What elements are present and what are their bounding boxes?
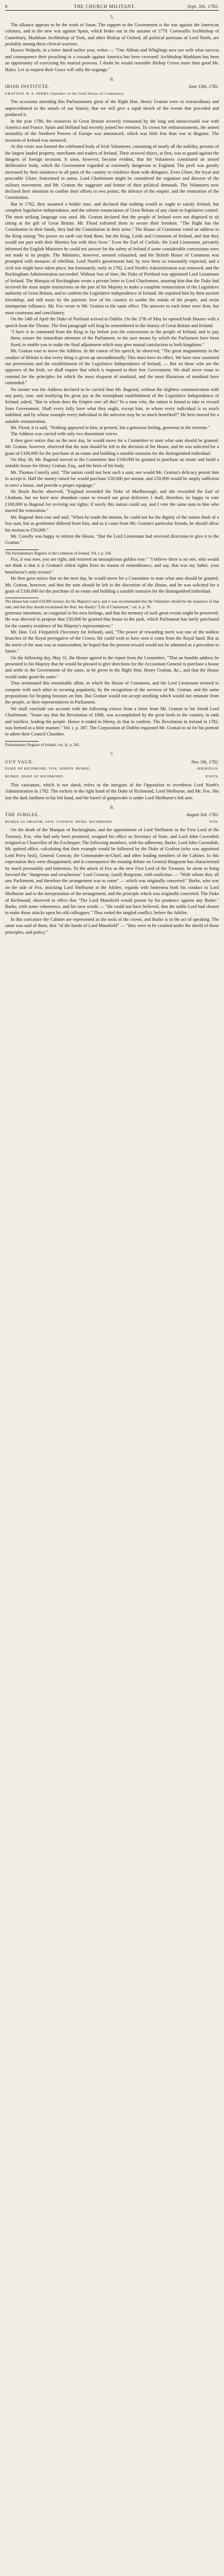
paragraph: generous intentions, so congenial to his own feelings, and that the memory of such great events might be preserved. He was directed to propose that £50,000 be granted that house in the park, which Parliament has lately purchased for the country residence of his Majesty's representatives." [5,610,219,628]
paragraph: Mr. Thomas Conolly said, "The nation could not bear such a sum; nor would Mr. Grattan's delicacy permit him to accept it. Half the money raised for would purchase £50,000 per annum, and £50,000 would be amply sufficient to erect a house, and provide a proper equipage." [5,469,219,488]
paragraph: Mr. Conolly was happy to inform the House, "that the Lord Lieutenant had received directions to give it to the Grattan." [5,533,219,546]
section-date: June 13th, 1782. [188,84,219,90]
paragraph: Thus terminated this remarkable affair, in which the House of Commons, and the Lord Lieutenant seemed to compete with each other in securing popularity, by the recognition of the services of Mr. Grattan, and the same propositions for heaping honours on him. But Grattan would not accept anything which would not emanate from the people, or their representatives in Parliament. [5,681,219,705]
section-number: 7. [110,751,114,757]
footnote-text: The House had voted £50,000 moneys for his Majesty's navy, and it was recommended that the Volunteers should be the treasurers of that sum, and that they should recommend the fleet. See Hardy's "Life of Charlemont," vol. ii. p. 78. [5,600,219,609]
section-number: 6. [110,76,114,82]
section-title: THE JUBILEE. [5,812,40,818]
characters-right: FOX. [209,819,219,824]
characters-left: BURKE. DUKE OF RICHMOND. [5,775,64,779]
section-8 [5,804,219,935]
running-date: Sept. 5th, 1782. [187,3,219,9]
paragraph: On the 14th of April the Duke of Portland arrived in Dublin. On the 27th of May he opened both Houses with a speech from the Throne. The first paragraph will long be remembered in the history of Great Britain and Ireland: [5,316,219,328]
characters-left: GRATTAN. R. S. PERRY (Speaker of the Irish House of Commons). [5,91,125,96]
paragraph: But in 1782, they assumed a bolder tone, and declared that nothing would or ought to satisfy Ireland, but complete legislative independence, and the solemn renunciation of Great Britain of any claim to legislative control. The most striking language was used. Mr. Grattan declared that the people of Ireland were not disposed to sit sitting at the gift of Great Britain. Mr. Flood exhorted them to secure their freedom. "The Right has the Constitution in their hands, they had the Constitution in their arms." The House of Commons voted an address to the King stating "No power on earth can bind them, but the King, Lords and Commons of Ireland, and that they would not part with their liberties but with their lives." Even the Earl of Carlisle, the Lord Lieutenant, privately informed the English Ministers he could not answer for the safety of Ireland if some considerable concessions were not made to its people. The Ministers, however, seemed exhausted, and the British House of Commons was prompted with menaces of rebellion. Lord North's government had, by now been so reasonably expected, and a civil war might have taken place, but fortunately, early in 1782, Lord North's Administration was removed, and the Rockingham Administration succeeded. Without loss of time, the Duke of Portland was appointed Lord Lieutenant of Ireland. The Marquis of Rockingham wrote a private letter to Lord Charlemont, assuring him that the Duke had received the most ample instructions on the part of his Majesty to make a complete renunciation of the Legislative authority of Great Britain, and to confirm the Legislative independence of Ireland. He enjoined him by their ancient friendship, and still more by the patriotic love of his country to soothe the minds of the people, and resist intemperate influence. Mr. Fox wrote to Mr. Grattan to the same effect. The answers to each letter were firm, but most courteous and conciliatory. [5,201,219,315]
paragraph: It then gave notice that on the next day, he would move for a Committee to state what sum should be granted. Mr. Grattan, however, observed that the sum should be left to the decision of the House, and he was solicited for a grant of £100,000 for the purchase of an estate and building a suitable mansion for the distinguished individual. [5,437,219,456]
paragraph: He then gave notice that on the next day, he would move for a Committee to state what sum should be granted. Mr. Grattan, however, and that the sum should be left to the discretion of the House, and he was solicited for a grant of £100,000 for the purchase of an estate and building a suitable mansion for the distinguished individual. [5,576,219,594]
characters-right: SHERIDAN. [197,766,219,771]
section-7 [5,751,219,801]
section-characters [5,91,219,97]
paragraph: Mr. Grattan rose to move the Address. In the course of his speech, he observed, "The great magnanimity in the conduct of Britain is that every thing is given up unconditionally. This must have its effect. We have now sustained our pretensions and the establishment of the Legislative Independence of Ireland, — But on those who are the opposers of the Irish, we shall require that which is imposed to their free Government. We shall never cease to contend for the principles for which the most eloquent of mankind, and the most illustrious of mankind have contended." [5,348,219,386]
section-title-row [5,812,219,818]
paragraph: In the year 1780, the resources of Great Britain severely exhausted by the long and unsuccessful war with America and France. Spain and Holland had recently joined her enemies. To crown her embarrassments, the armed neutrality of the Northern Powers of Europe was announced, which was little less than war in disguise. The invasion of Ireland was menaced. [5,118,219,143]
footnote [5,739,219,748]
footnote-text: The Parliamentary Register of the Commons of Ireland, Vol. I. p. 334. [5,551,112,556]
section-characters-row2 [5,774,219,780]
section-5 [5,14,219,73]
footnote [5,595,219,609]
paragraph: No sooner was the Address declared to be carried than Mr. Bagenal, without the slightest communication with any party, rose, and testifying his great joy at the triumphant establishment of the Legislative Independence of Ireland, asked, "But to whom does the Empire owe all this? To a man who, the nation is bound to take to reward from Government. Shall every fully have what they ought, except him, to whom every individual is so much indebted, and by whose example every individual in the universe may be so much benefited?" He here moved for a suitable remuneration. [5,386,219,424]
footnote-text: Parliamentary Register of Ireland, vol. iii. p. 345. [5,743,81,747]
paragraph: The Address was carried with only two dissentient voices. [11,431,118,437]
paragraph: At this crisis was formed the celebrated body of Irish Volunteers, consisting of nearly all the nobility, persons of the largest landed property, merchants and traders of Ireland. Their avowed object, at first, was to guard against the dangers of foreign invasion. It soon, however, became evident, that the Volunteers constituted an armed deliberative body, which the Government regarded as extremely dangerous to England. The peril was greatly increased by their insistence in all parts of the country to reinforce them with delegates. Even Ulster, the loyal and peaceable Ulster, fraternised in union. Lord Charlemont might be considered the organiser and director of the military movement, and Mr. Grattan the suggester and framer of their political demands. The Volunteers now declared their intention to confine their efforts to two points; the defence of the empire, and the restoration of the Constitution. [5,144,219,201]
section-title-row [5,83,219,90]
section-number: 8. [110,804,114,810]
characters-left: BURKE AS ORATOR. GEN. CONWAY. DUKE. RICHMOND. [5,819,113,824]
running-head [5,3,219,11]
characters-left: DUKE OF RICHMOND. FOX. NORTH. BURKE. [5,766,91,771]
characters-right: EXITS. [206,775,219,779]
footnote [5,547,219,556]
page-number: 6 [5,3,8,9]
section-title-row [5,759,219,765]
section-number: 5. [110,14,114,20]
footnote-rule [5,549,39,550]
paragraph: The occasions attending this Parliamentary great of the Right Hon. Henry Grattan were so extraordinary and unprecedented in the annals of our history, that we will give a rapid sketch of the events that preceded and produced it. [5,99,219,118]
section-characters [5,766,219,772]
paragraph: Mr. Hon. Col. Fitzpatrick (Secretary for Ireland), said, "The power of rewarding merit was one of the noblest branches of the Royal prerogative of the Crown. He could wish to have seen it come from the Royal hand. But as the merit of the man was so transcendent, he hoped that the present reward would not be admitted as a precedent in future." [5,629,219,654]
paragraph: Fox, it was now, you are right, and restored an unsuspicious golden rose." "I believe there is no one, who would not think it that it is Grattan's oldest rights from its reason of remembrance, and say, that was my father, your benefactor's only reward." [5,556,219,575]
section-characters [5,819,219,825]
paragraph: Horace Walpole, in a letter dated earlier year, writes — "Our Abbots and Whiglings now see with what success and consequence their preaching to a crusade against America has been crowned! Archbishop Markham has been an opportunity of exercising his martial prowess. I doubt he would resemble Bishop Crewe more than good Mr. Hales. Let us request their Grace will rally the oxgangs." [5,48,219,72]
section-date: Nov. 5th, 1782. [191,759,219,765]
running-title: THE CHURCH MILITANT. [73,3,136,9]
paragraph: On the death of the Marquis of Rockingham, and the appointment of Lord Shelburne as the First Lord of the Treasury, Fox, who had only been promised, resigned his office as Secretary of State, and Lord John Cavendish resigned as Chancellor of the Exchequer. The following members, with his adherents, Burke, Lord John Cavendish, Mr. quitted office, calculating that their example would be followed by the Duke of Grafton (who was appointed Lord Privy Seal), General Conway, the Commander-in-Chief, and other leading members of the Cabinet. In this expectation they were disappointed, and in consequence the ensuing debate on General Burgoyne has characterised by much personality and bitterness. To the attack of Fox as the new First Lord of the Treasury, he alone to bring forward the "dangerous and treacherous" Lord Conway, (said) Burgoyne, with malicious — "With whom they all saw Parliament, and therefore the arrangement was to come" — which was originally concerted." Burke, who was on the side of Fox, attacking Lord Shelburne at the Jubilee, regards with bitterness both his conduct to Lord Shelburne and to the interpretation of the arrangement, and the principle which was originally concerted. The Duke of Richmond, observed in effect that "The Lord Mansfield would pursue by his prudence against any Burke." Burke, with some vehemence, and his own words — "He could not have believed, that the noble Lord had chosen to make those attacks upon his old colleagues." Thus ended the tangled conflict, before the Jubilee. [5,827,219,916]
quoted-paragraph: "I have it in command from the King to lay before you the concessions to the people of Ireland, and to pay them, ensure the immediate attention of the Parliament, to the sure means by which the Parliament have been fixed, to enable you to make the final adjustment which may give mutual satisfaction to both kingdoms." [11,329,219,347]
section-6 [5,76,219,748]
paragraph: This caricature, which is not dated, refers to the intrigues of the Opposition to overthrow Lord North's Administration in 1782. The rockets in the right hand of the Duke of Richmond, Lord Shelburne, and Mr. Fox. His lost the dark lanthorn in his left hand, and the barrel of gunpowder is under Lord Shelburne's left arm. [5,782,219,800]
paragraph: On the following day, May 31, the House agreed to the report from the Committee, "That an humble address be presented to his Majesty that he would be pleased to give directions for the Accountant General to purchase a house and settle in the Government of the same, to be given to the Right Hon. Henry Grattan, &c., and that the House would make good the same." [5,655,219,679]
paragraph: Mr. Flood, it is said, "Nothing appeared to him, at present, but a generous feeling, generous in the extreme." [11,425,211,430]
section-title: IRISH INSTITUTE. [5,84,50,90]
paragraph: The alliance appears to be the work of Satan. The support to the Government is the war against the American colonies, and in the new war against Spain, which broke out in the autumn of 1779. Cornwallis Archbishop of Canterbury, Markham Archbishop of York, and other Bishop of Oxford, all political partisans of Lord North, are probably among these clerical warriors. [5,22,219,47]
paragraph: On May 30, Mr. Bagenal moved in the Committee that £100,000 be granted to purchase an estate and build a suitable house for Henry Grattan, Esq., and the heirs of his body. [5,457,219,469]
paragraph: Sir Boyle Roche observed, "England rewarded the Duke of Marlborough, and she rewarded the Earl of Chatham, but we have now abundant cause to reward our great deliverer; I shall, therefore, be happy to vote £100,000 to Bagenal for reviving our rights; if surely this nation could say, and I vote the same sum to him who moved the restoration." [5,489,219,514]
paragraph: We shall conclude our account with the following extract from a letter from Mr. Grattan to his friend Lord Charlemont. "Some say that the Revolution of 1688, was accomplished by the great lords in the country, in rank and intellect, leading the people. Hence it ended in liberty, in that to confirm. The Revolution in Ireland in 1782, was formed in a little manner." Vol. i. p. 387. The Corporation of Dublin requested Mr. Grattan to sit for his portrait to adorn their Council Chamber. [5,706,219,737]
section-date: August 3rd, 1782. [186,812,219,818]
paragraph: Mr. Bagenal then rose and said, "When he made the motion, he could not for the dignity of the nation think of a less sum, but as gentlemen differed from him, and as it came from Mr. Grattan's particular friends, he should allow his motion to £50,000." [5,514,219,533]
footnote-rule [5,741,39,742]
section-title: GUY VAUX. [5,759,34,765]
paragraph: In this caricature the Cabinet are represented as the tools of the crown, and Burke is in the act of speaking. The same was said of them, that "of the hands of Lord Mansfield" — "they were to be crushed under the shield of those principles, and policy." [5,916,219,935]
